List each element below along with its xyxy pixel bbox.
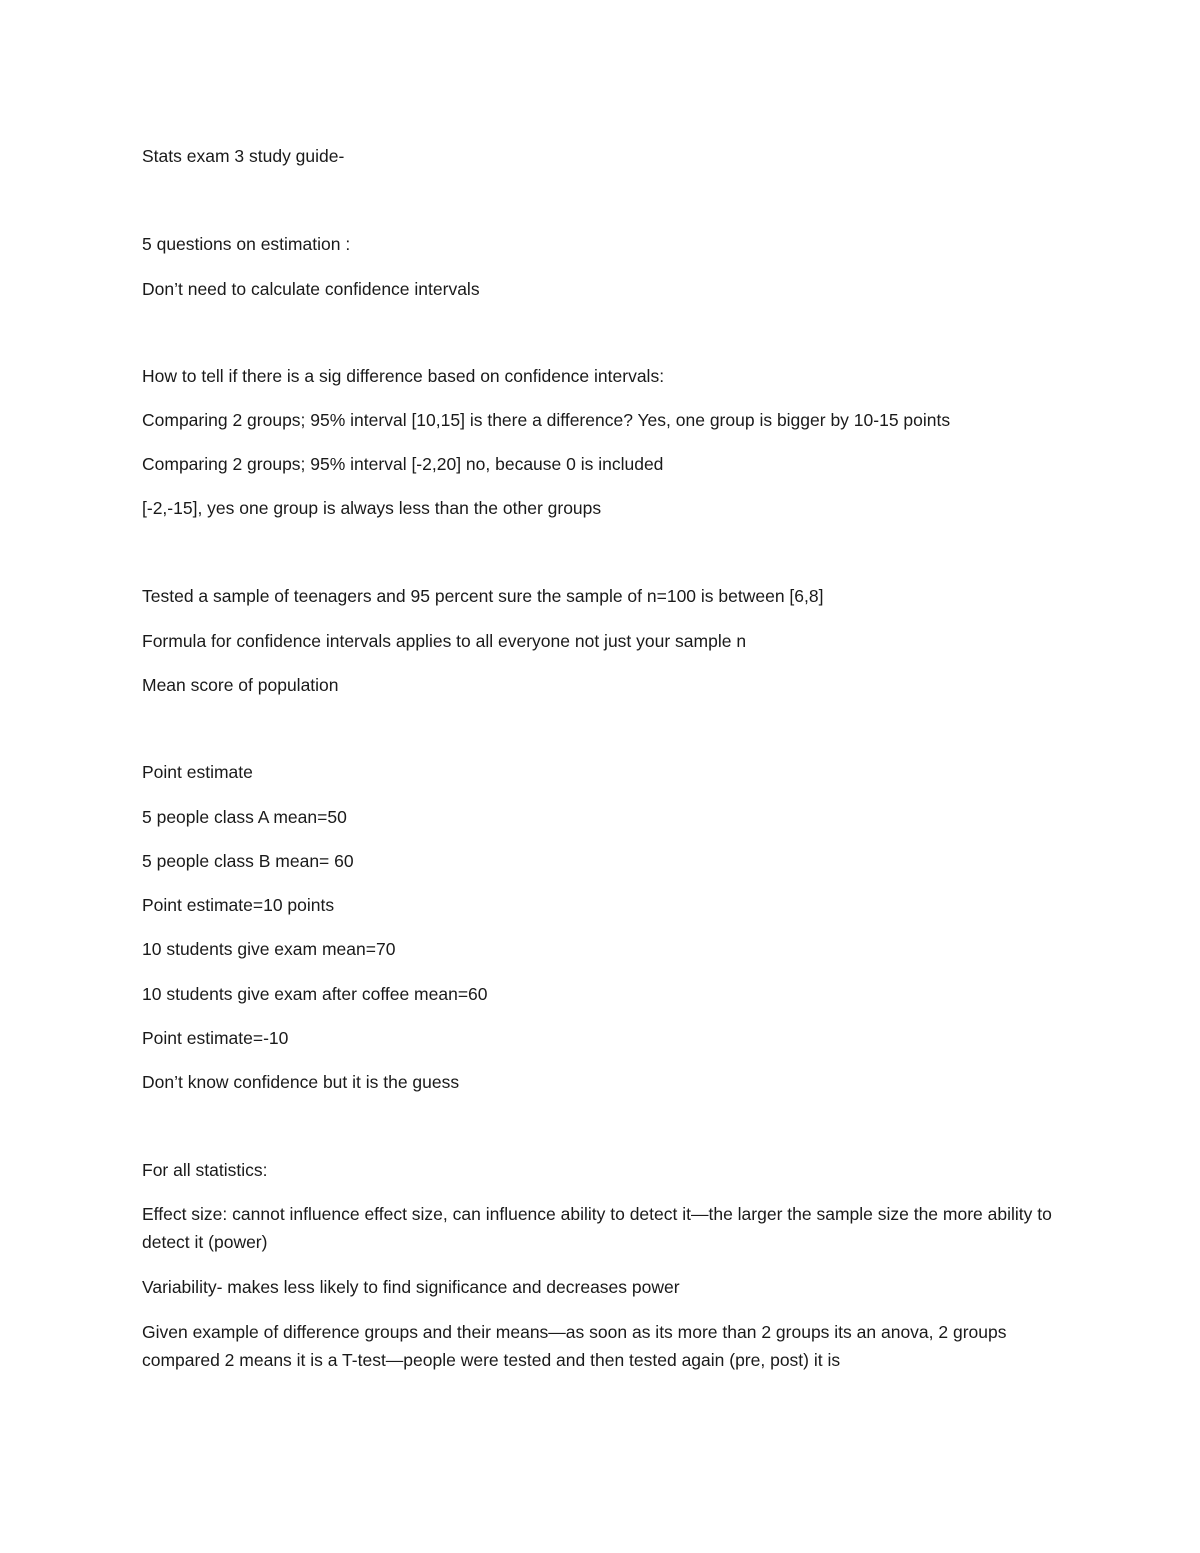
text-line: Comparing 2 groups; 95% interval [10,15] is there a difference? Yes, one group is bigger by 10-15 points bbox=[142, 410, 951, 430]
document-title: Stats exam 3 study guide- bbox=[142, 146, 345, 166]
text-paragraph: Effect size: cannot influence effect size, can influence ability to detect it—the larger the sample size the more ability to detect it (power) bbox=[142, 1204, 1052, 1252]
text-line: 10 students give exam after coffee mean=60 bbox=[142, 984, 488, 1004]
text-line: 5 people class B mean= 60 bbox=[142, 851, 354, 871]
text-line: How to tell if there is a sig difference based on confidence intervals: bbox=[142, 366, 665, 386]
text-line: Don’t need to calculate confidence intervals bbox=[142, 279, 480, 299]
text-line: Don’t know confidence but it is the guess bbox=[142, 1072, 460, 1092]
text-line: Tested a sample of teenagers and 95 percent sure the sample of n=100 is between [6,8] bbox=[142, 586, 824, 606]
text-line: Variability- makes less likely to find significance and decreases power bbox=[142, 1277, 680, 1297]
text-line: For all statistics: bbox=[142, 1160, 268, 1180]
text-line: Mean score of population bbox=[142, 675, 339, 695]
text-line: 5 questions on estimation : bbox=[142, 234, 351, 254]
text-line: 5 people class A mean=50 bbox=[142, 807, 347, 827]
text-line: [-2,-15], yes one group is always less than the other groups bbox=[142, 498, 602, 518]
text-line: Point estimate bbox=[142, 762, 253, 782]
text-line: 10 students give exam mean=70 bbox=[142, 939, 396, 959]
text-line: Point estimate=10 points bbox=[142, 895, 335, 915]
text-line: Comparing 2 groups; 95% interval [-2,20] no, because 0 is included bbox=[142, 454, 664, 474]
text-line: Formula for confidence intervals applies to all everyone not just your sample n bbox=[142, 631, 747, 651]
text-line: Point estimate=-10 bbox=[142, 1028, 289, 1048]
text-paragraph: Given example of difference groups and their means—as soon as its more than 2 groups its an anova, 2 groups compared 2 means it is a T-test—people were tested and then tested again (pre, post) it is bbox=[142, 1322, 1007, 1370]
